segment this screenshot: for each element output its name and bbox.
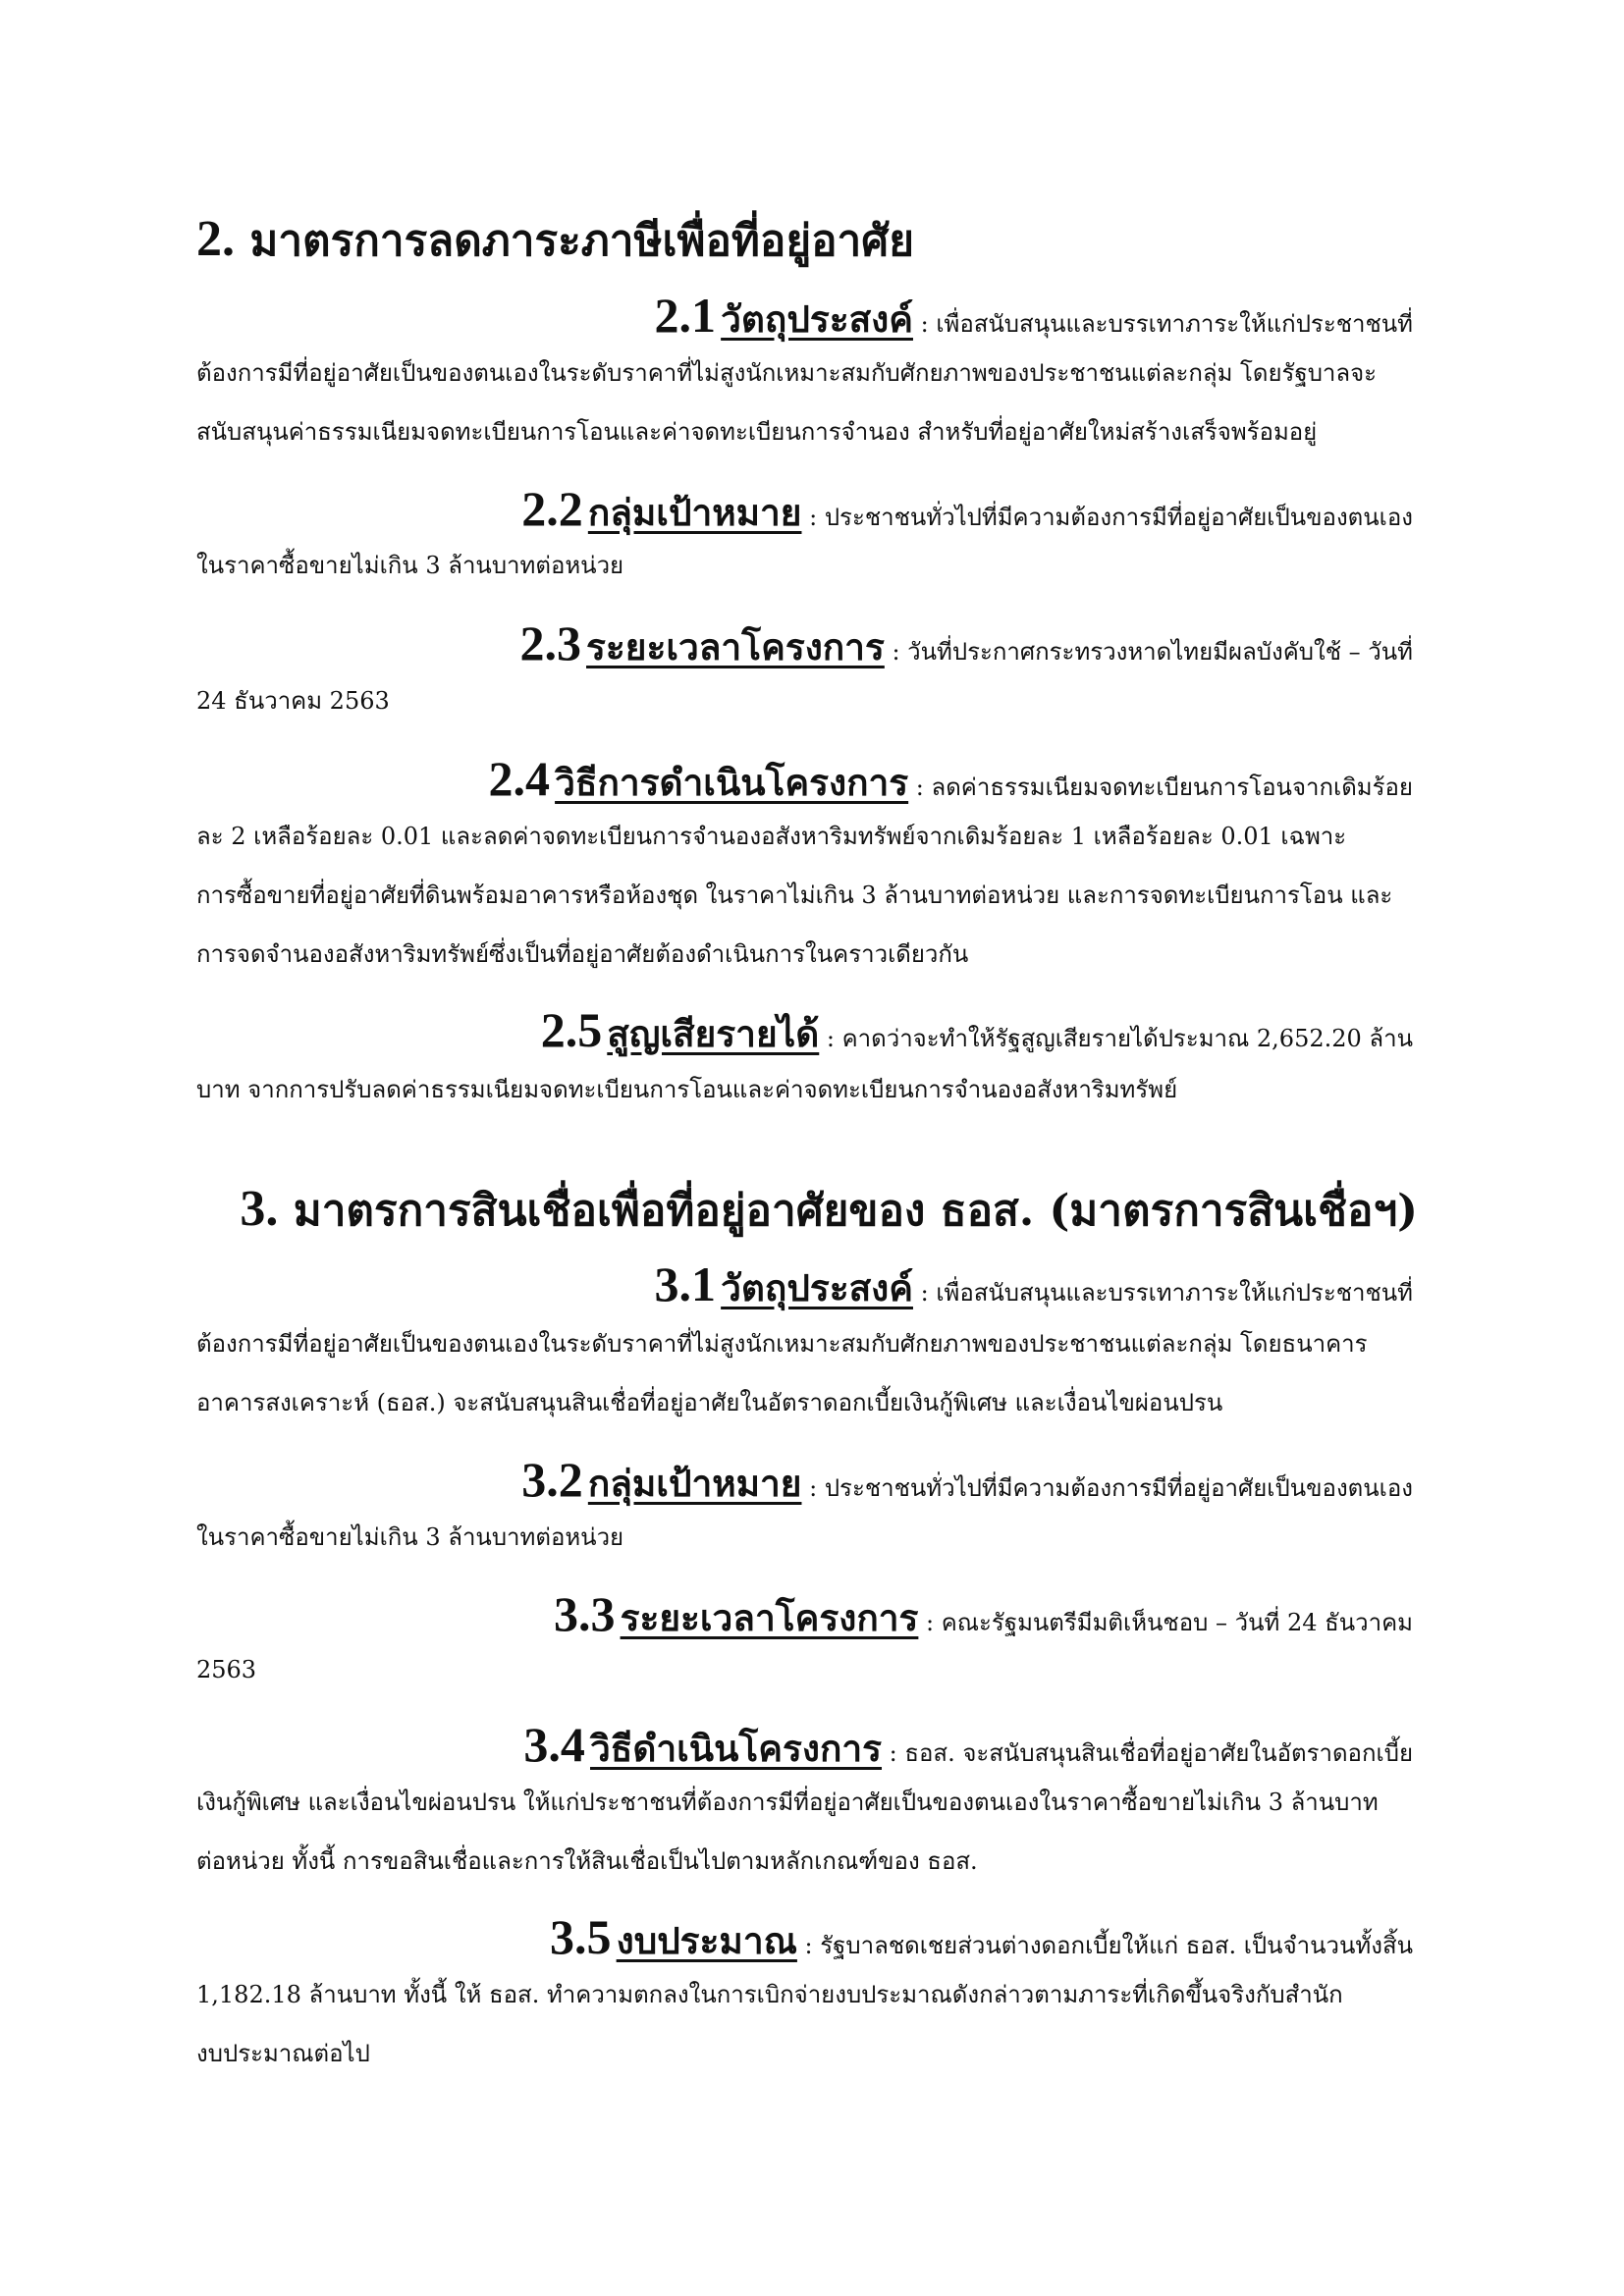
item-2-4-line-2: การซื้อขายที่อยู่อาศัยที่ดินพร้อมอาคารหรือห้องชุด ในราคาไม่เกิน 3 ล้านบาทต่อหน่วย และการจดทะเบียนการโอน และ: [196, 881, 1393, 909]
item-number: 3.3: [553, 1586, 616, 1641]
item-number: 3.1: [654, 1256, 717, 1311]
section-2-title: มาตรการลดภาระภาษีเพื่อที่อยู่อาศัย: [249, 216, 914, 266]
item-number: 3.4: [523, 1717, 585, 1772]
item-3-1-line-1: ต้องการมีที่อยู่อาศัยเป็นของตนเองในระดับราคาที่ไม่สูงนักเหมาะสมกับศักยภาพของประชาชนแต่ละกลุ่ม โดยธนาคาร: [196, 1330, 1368, 1358]
section-2-number: 2.: [196, 211, 235, 267]
item-lead-text: : ประชาชนทั่วไปที่มีความต้องการมีที่อยู่อาศัยเป็นของตนเอง: [801, 504, 1413, 531]
item-lead-text: : รัฐบาลชดเชยส่วนต่างดอกเบี้ยให้แก่ ธอส. เป็นจำนวนทั้งสิ้น: [796, 1932, 1413, 1959]
item-2-1-line-2: สนับสนุนค่าธรรมเนียมจดทะเบียนการโอนและค่าจดทะเบียนการจำนอง สำหรับที่อยู่อาศัยใหม่สร้างเสร็จพร้อมอยู่: [196, 418, 1318, 446]
item-title: สูญเสียรายได้: [607, 1012, 820, 1055]
item-number: 2.2: [521, 481, 583, 536]
item-number: 2.1: [654, 288, 717, 343]
item-2-3-heading: [519, 615, 1413, 670]
item-3-2-line-1: ในราคาซื้อขายไม่เกิน 3 ล้านบาทต่อหน่วย: [196, 1523, 624, 1551]
item-title: วัตถุประสงค์: [721, 297, 913, 341]
item-lead-text: : วันที่ประกาศกระทรวงหาดไทยมีผลบังคับใช้ – วันที่: [884, 638, 1413, 666]
item-2-1-heading: [654, 288, 1413, 343]
item-title: งบประมาณ: [616, 1919, 797, 1962]
item-number: 2.3: [519, 615, 581, 670]
item-3-5-line-2: งบประมาณต่อไป: [196, 2040, 370, 2067]
item-2-4-line-1: ละ 2 เหลือร้อยละ 0.01 และลดค่าจดทะเบียนการจำนองอสังหาริมทรัพย์จากเดิมร้อยละ 1 เหลือร้อยละ 0.01 เฉพาะ: [196, 823, 1347, 850]
item-title: วิธีดำเนินโครงการ: [590, 1727, 883, 1770]
item-lead-text: : เพื่อสนับสนุนและบรรเทาภาระให้แก่ประชาชนที่: [912, 310, 1413, 338]
item-2-2-line-1: ในราคาซื้อขายไม่เกิน 3 ล้านบาทต่อหน่วย: [196, 552, 624, 579]
item-lead-text: : คณะรัฐมนตรีมีมติเห็นชอบ – วันที่ 24 ธันวาคม: [918, 1609, 1413, 1636]
item-number: 3.2: [521, 1452, 583, 1507]
item-lead-text: : คาดว่าจะทำให้รัฐสูญเสียรายได้ประมาณ 2,652.20 ล้าน: [819, 1025, 1413, 1052]
item-title: กลุ่มเป้าหมาย: [587, 491, 802, 534]
item-3-4-line-2: ต่อหน่วย ทั้งนี้ การขอสินเชื่อและการให้สินเชื่อเป็นไปตามหลักเกณฑ์ของ ธอส.: [196, 1847, 978, 1875]
item-number: 3.5: [550, 1909, 612, 1964]
item-title: ระยะเวลาโครงการ: [586, 625, 885, 668]
section-3-heading: [240, 1176, 1418, 1245]
section-2-heading: [196, 206, 914, 275]
item-3-1-line-2: อาคารสงเคราะห์ (ธอส.) จะสนับสนุนสินเชื่อที่อยู่อาศัยในอัตราดอกเบี้ยเงินกู้พิเศษ และเงื่อนไขผ่อนปรน: [196, 1389, 1223, 1416]
item-2-4-heading: [488, 751, 1413, 806]
item-3-1-heading: [654, 1256, 1413, 1311]
item-3-2-heading: [521, 1452, 1413, 1507]
item-2-4-line-3: การจดจำนองอสังหาริมทรัพย์ซึ่งเป็นที่อยู่อาศัยต้องดำเนินการในคราวเดียวกัน: [196, 940, 969, 968]
item-3-4-heading: [523, 1717, 1413, 1772]
item-number: 2.5: [540, 1002, 603, 1057]
item-title: กลุ่มเป้าหมาย: [587, 1462, 802, 1505]
item-2-2-heading: [521, 481, 1413, 536]
item-3-3-heading: [553, 1586, 1413, 1641]
section-3-number: 3.: [240, 1181, 279, 1237]
item-2-3-line-1: 24 ธันวาคม 2563: [196, 687, 390, 715]
item-lead-text: : เพื่อสนับสนุนและบรรเทาภาระให้แก่ประชาชนที่: [912, 1279, 1413, 1307]
section-3-title: มาตรการสินเชื่อเพื่อที่อยู่อาศัยของ ธอส. (มาตรการสินเชื่อฯ): [293, 1186, 1418, 1236]
item-2-5-line-1: บาท จากการปรับลดค่าธรรมเนียมจดทะเบียนการโอนและค่าจดทะเบียนการจำนองอสังหาริมทรัพย์: [196, 1076, 1178, 1103]
item-title: วิธีการดำเนินโครงการ: [555, 761, 909, 804]
item-3-5-line-1: 1,182.18 ล้านบาท ทั้งนี้ ให้ ธอส. ทำความตกลงในการเบิกจ่ายงบประมาณดังกล่าวตามภาระที่เกิดขึ้นจริงกับสำนัก: [196, 1981, 1343, 2008]
item-2-5-heading: [540, 1002, 1413, 1057]
item-lead-text: : ประชาชนทั่วไปที่มีความต้องการมีที่อยู่อาศัยเป็นของตนเอง: [801, 1474, 1413, 1502]
item-2-1-line-1: ต้องการมีที่อยู่อาศัยเป็นของตนเองในระดับราคาที่ไม่สูงนักเหมาะสมกับศักยภาพของประชาชนแต่ละกลุ่ม โดยรัฐบาลจะ: [196, 359, 1378, 387]
item-number: 2.4: [488, 751, 550, 806]
item-lead-text: : ธอส. จะสนับสนุนสินเชื่อที่อยู่อาศัยในอัตราดอกเบี้ย: [882, 1739, 1413, 1767]
item-lead-text: : ลดค่าธรรมเนียมจดทะเบียนการโอนจากเดิมร้อย: [908, 774, 1413, 801]
item-title: วัตถุประสงค์: [721, 1266, 913, 1309]
item-3-4-line-1: เงินกู้พิเศษ และเงื่อนไขผ่อนปรน ให้แก่ประชาชนที่ต้องการมีที่อยู่อาศัยเป็นของตนเองในราคาซื้อขายไม่เกิน 3 ล้านบาท: [196, 1789, 1379, 1816]
item-title: ระยะเวลาโครงการ: [620, 1596, 919, 1639]
item-3-5-heading: [550, 1909, 1413, 1964]
item-3-3-line-1: 2563: [196, 1656, 257, 1683]
